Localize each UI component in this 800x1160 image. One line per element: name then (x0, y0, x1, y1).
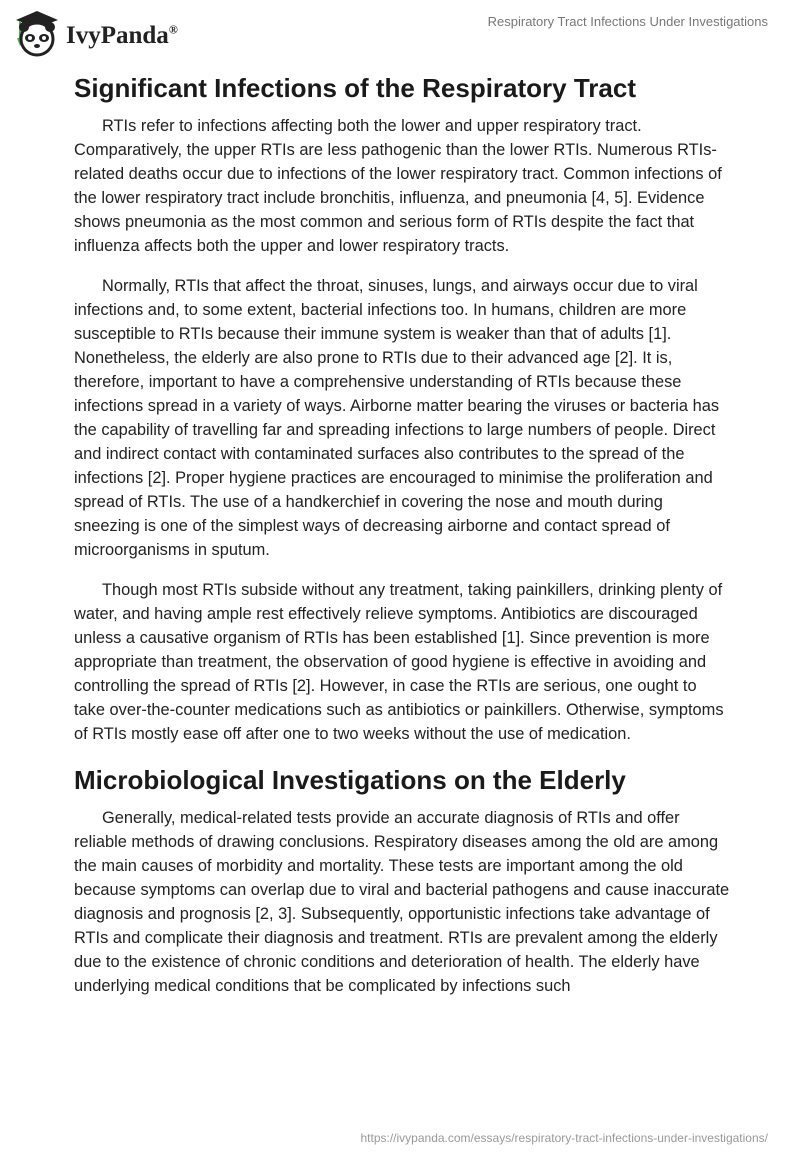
paragraph: Though most RTIs subside without any treatment, taking painkillers, drinking plenty of water, and having ample rest effectively relieve symptoms. Antibiotics are discouraged unless a causative organism of RTIs has been established [1]. Since prevention is more appropriate than treatment, the observation of good hygiene is effective in avoiding and controlling the spread of RTIs [2]. However, in case the RTIs are serious, one ought to take over-the-counter medications such as antibiotics or painkillers. Otherwise, symptoms of RTIs mostly ease off after one to two weeks without the use of medication. (74, 581, 724, 743)
panda-graduate-icon (12, 8, 62, 58)
source-url[interactable]: https://ivypanda.com/essays/respiratory-tract-infections-under-investigations/ (360, 1131, 768, 1145)
section-heading: Microbiological Investigations on the Elderly (74, 765, 626, 795)
paragraph: RTIs refer to infections affecting both the lower and upper respiratory tract. Comparatively, the upper RTIs are less pathogenic than the lower RTIs. Numerous RTIs-related deaths occur due to infections of the lower respiratory tract. Common infections of the lower respiratory tract include bronchitis, influenza, and pneumonia [4, 5]. Evidence shows pneumonia as the most common and serious form of RTIs despite the fact that influenza affects both the upper and lower respiratory tracts. (74, 117, 722, 255)
paragraph: Normally, RTIs that affect the throat, sinuses, lungs, and airways occur due to viral infections and, to some extent, bacterial infections too. In humans, children are more susceptible to RTIs because their immune system is weaker than that of adults [1]. Nonetheless, the elderly are also prone to RTIs due to their advanced age [2]. It is, therefore, important to have a comprehensive understanding of RTIs because these infections spread in a variety of ways. Airborne matter bearing the viruses or bacteria has the capability of travelling far and spreading infections to large numbers of people. Direct and indirect contact with contaminated surfaces also contributes to the spread of the infections [2]. Proper hygiene practices are encouraged to minimise the proliferation and spread of RTIs. The use of a handkerchief in covering the nose and mouth during sneezing is one of the simplest ways of decreasing airborne and contact spread of microorganisms in sputum. (74, 277, 720, 559)
document-title: Respiratory Tract Infections Under Investigations (487, 14, 768, 29)
essay-body (74, 70, 730, 1014)
page-header (0, 0, 800, 60)
brand-name: IvyPanda® (66, 22, 178, 49)
paragraph: Generally, medical-related tests provide an accurate diagnosis of RTIs and offer reliable methods of drawing conclusions. Respiratory diseases among the old are among the main causes of morbidity and mortality. These tests are important among the old because symptoms can overlap due to viral and bacterial pathogens and cause inaccurate diagnosis and prognosis [2, 3]. Subsequently, opportunistic infections take advantage of RTIs and complicate their diagnosis and treatment. RTIs are prevalent among the elderly due to the existence of chronic conditions and deterioration of health. The elderly have underlying medical conditions that be complicated by infections such (74, 809, 730, 995)
ivypanda-logo[interactable] (12, 8, 178, 58)
section-heading: Significant Infections of the Respiratory Tract (74, 73, 636, 103)
